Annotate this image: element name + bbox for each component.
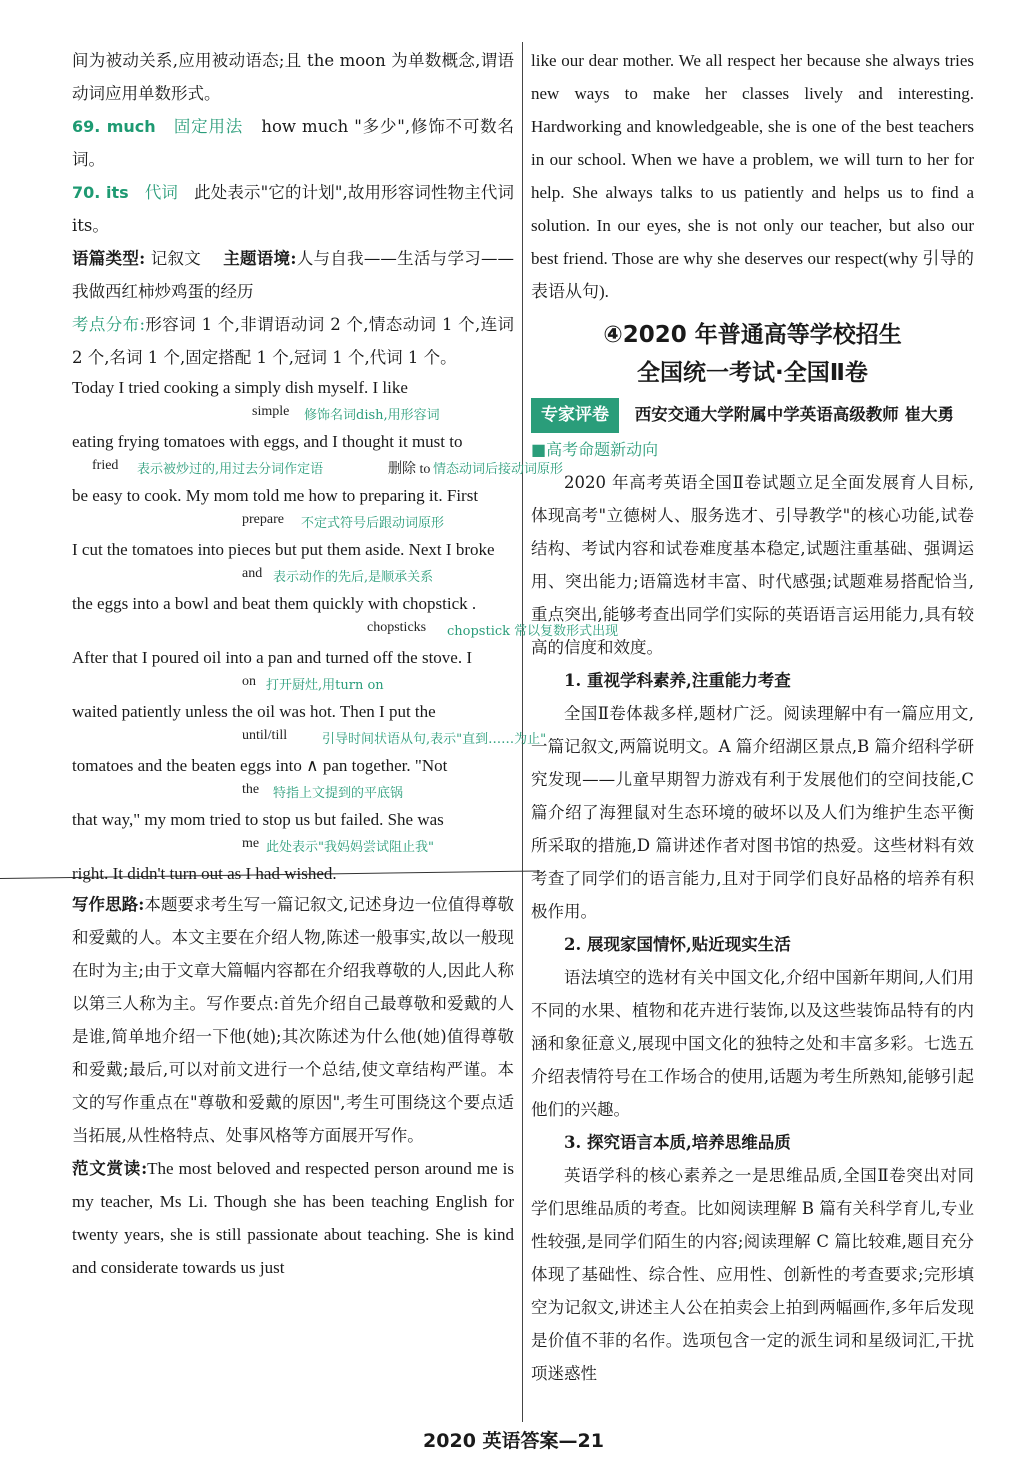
correction-word: 删除 to: [388, 462, 431, 477]
section-text-3: 英语学科的核心素养之一是思维品质,全国Ⅱ卷突出对同学们思维品质的考查。比如阅读理解 B 篇有关科学育儿,专业性较强,是同学们陌生的内容;阅读理解 C 篇比较难,题目充分体现了基础性、综合性、应用性、创新性的考查要求;完形填空为记叙文,讲述主人公在拍卖会上拍到两幅画作,多年后发现是价值不菲的名作。选项包含一定的派生词和星级词汇,干扰项迷惑性: [531, 1166, 974, 1383]
essay-line: the eggs into a bowl and beat them quickly with chopstick .: [72, 594, 477, 613]
sample-label: 范文赏读:: [72, 1159, 148, 1178]
correction-word: on: [242, 674, 256, 689]
essay-line: Today I tried cooking a simply dish myself. I like: [72, 378, 408, 397]
correction-note: 引导时间状语从句,表示"直到……为止": [322, 732, 547, 747]
section-heading-3: 3. 探究语言本质,培养思维品质: [564, 1133, 791, 1152]
correction-note: 打开厨灶,用turn on: [266, 678, 384, 693]
section-heading-1: 1. 重视学科素养,注重能力考查: [564, 671, 791, 690]
correction-word: chopsticks: [367, 620, 427, 635]
essay-annotation: [72, 402, 514, 428]
answer-70: [72, 176, 514, 242]
expert-name: 西安交通大学附属中学英语高级教师 崔大勇: [634, 405, 954, 424]
sample-text: The most beloved and respected person around me is my teacher, Ms Li. Though she has been teaching English for twenty years, she is still passionate about teaching. She is kind and considerate towards us just: [72, 1159, 514, 1277]
right-column: [531, 44, 974, 1390]
expert-review-line: [531, 398, 974, 433]
answer-69-tag: 固定用法: [173, 117, 244, 136]
answer-70-tag: 代词: [144, 183, 179, 202]
correction-note: 不定式符号后跟动词原形: [301, 516, 445, 531]
exam-title-line2: 全国统一考试·全国Ⅱ卷: [637, 360, 868, 386]
essay-annotation: [72, 834, 514, 860]
essay-line: that way," my mom tried to stop us but failed. She was: [72, 810, 444, 829]
exam-title-line1: ④2020 年普通高等学校招生: [603, 322, 902, 348]
genre-value: 记叙文: [150, 249, 202, 268]
writing-idea: [72, 888, 514, 1152]
essay-annotation: [72, 618, 619, 644]
correction-word: me: [242, 836, 260, 851]
essay-line: eating frying tomatoes with eggs, and I thought it must to: [72, 432, 463, 451]
section-heading-2: 2. 展现家国情怀,贴近现实生活: [564, 935, 791, 954]
essay-line: right. It didn't turn out as I had wished.: [72, 864, 337, 883]
essay-line: tomatoes and the beaten eggs into ∧ pan together. "Not: [72, 756, 448, 775]
theme-value: 人与自我——生活与学习——我做西红柿炒鸡蛋的经历: [72, 249, 515, 301]
distribution-label: 考点分布:: [72, 315, 146, 334]
essay-annotation: [72, 726, 547, 752]
essay-line: be easy to cook. My mom told me how to preparing it. First: [72, 486, 479, 505]
correction-word: until/till: [242, 728, 288, 743]
essay-line: I cut the tomatoes into pieces but put them aside. Next I broke: [72, 540, 495, 559]
page-footer: 2020 英语答案—21: [423, 1430, 604, 1452]
correction-note: 表示动作的先后,是顺承关系: [273, 570, 434, 585]
expert-badge: 专家评卷: [531, 398, 619, 433]
sample-essay-continued: like our dear mother. We all respect her because she always tries new ways to make her classes lively and interesting. Hardworking and knowledgeable, she is one of the best teachers in our school. When we have a problem, we will turn to her for help. She always talks to us patiently and helps us to find a solution. In our eyes, she is not only our teacher, but also our best friend. Those are why she deserves our respect(why 引导的表语从句).: [531, 51, 974, 301]
distribution-value: 形容词 1 个,非谓语动词 2 个,情态动词 1 个,连词 2 个,名词 1 个,固定搭配 1 个,冠词 1 个,代词 1 个。: [72, 315, 514, 367]
correction-note: 特指上文提到的平底锅: [273, 786, 404, 801]
genre-line: [72, 242, 514, 308]
essay-line: After that I poured oil into a pan and turned off the stove. I: [72, 648, 473, 667]
answer-70-number: 70. its: [72, 183, 129, 202]
correction-word: simple: [252, 404, 290, 419]
trend-heading: ■高考命题新动向: [531, 440, 659, 459]
correction-note: 情态动词后接动词原形: [433, 462, 564, 477]
section-text-2: 语法填空的选材有关中国文化,介绍中国新年期间,人们用不同的水果、植物和花卉进行装饰,以及这些装饰品特有的内涵和象征意义,展现中国文化的独特之处和丰富多彩。七选五介绍表情符号在工作场合的使用,话题为考生所熟知,能够引起他们的兴趣。: [531, 968, 974, 1119]
section-text-1: 全国Ⅱ卷体裁多样,题材广泛。阅读理解中有一篇应用文,一篇记叙文,两篇说明文。A 篇介绍湖区景点,B 篇介绍科学研究发现——儿童早期智力游戏有利于发展他们的空间技能,C 篇介绍了海狸鼠对生态环境的破坏以及人们为维护生态平衡所采取的措施,D 篇讲述作者对图书馆的热爱。这些材料有效考查了同学们的语言能力,且对于同学们良好品格的培养有积极作用。: [531, 704, 974, 921]
genre-label: 语篇类型:: [72, 249, 146, 268]
essay-annotation: [72, 564, 514, 590]
answer-70-text: 此处表示"它的计划",故用形容词性物主代词 its。: [72, 183, 514, 235]
correction-note: 表示被炒过的,用过去分词作定语: [137, 462, 324, 477]
correction-note: 此处表示"我妈妈尝试阻止我": [266, 840, 434, 855]
correction-word: the: [242, 782, 260, 797]
theme-label: 主题语境:: [223, 249, 297, 268]
correction-word: and: [242, 566, 263, 581]
writing-text: 本题要求考生写一篇记叙文,记述身边一位值得尊敬和爱戴的人。本文主要在介绍人物,陈述一般事实,故以一般现在时为主;由于文章大篇幅内容都在介绍我尊敬的人,因此人称以第三人称为主。写作要点:首先介绍自己最尊敬和爱戴的人是谁,简单地介绍一下他(她);其次陈述为什么他(她)值得尊敬和爱戴;最后,可以对前文进行一个总结,使文章结构严谨。本文的写作重点在"尊敬和爱戴的原因",考生可围绕这个要点适当拓展,从性格特点、处事风格等方面展开写作。: [72, 895, 514, 1145]
essay-annotation: [72, 456, 564, 482]
correction-word: prepare: [242, 512, 284, 527]
sample-essay: [72, 1152, 514, 1284]
correction-word: fried: [92, 458, 119, 473]
essay-annotation: [72, 672, 514, 698]
essay-annotation: [72, 780, 514, 806]
answer-69-text: how much "多少",修饰不可数名词。: [72, 117, 514, 169]
correction-note: chopstick 常以复数形式出现: [447, 624, 619, 639]
answer-69: [72, 110, 514, 176]
intro-paragraph: 2020 年高考英语全国Ⅱ卷试题立足全面发展育人目标,体现高考"立德树人、服务选才、引导教学"的核心功能,试卷结构、考试内容和试卷难度基本稳定,试题注重基础、强调运用、突出能力;语篇选材丰富、时代感强;试题难易搭配恰当,重点突出,能够考查出同学们实际的英语语言运用能力,具有较高的信度和效度。: [531, 473, 974, 657]
correction-note: 修饰名词dish,用形容词: [304, 408, 440, 423]
paragraph-continued: 间为被动关系,应用被动语态;且 the moon 为单数概念,谓语动词应用单数形式。: [72, 51, 514, 103]
answer-69-number: 69. much: [72, 117, 156, 136]
writing-label: 写作思路:: [72, 895, 145, 914]
distribution-line: [72, 308, 514, 374]
essay-line: waited patiently unless the oil was hot. Then I put the: [72, 702, 436, 721]
essay-annotation: [72, 510, 514, 536]
